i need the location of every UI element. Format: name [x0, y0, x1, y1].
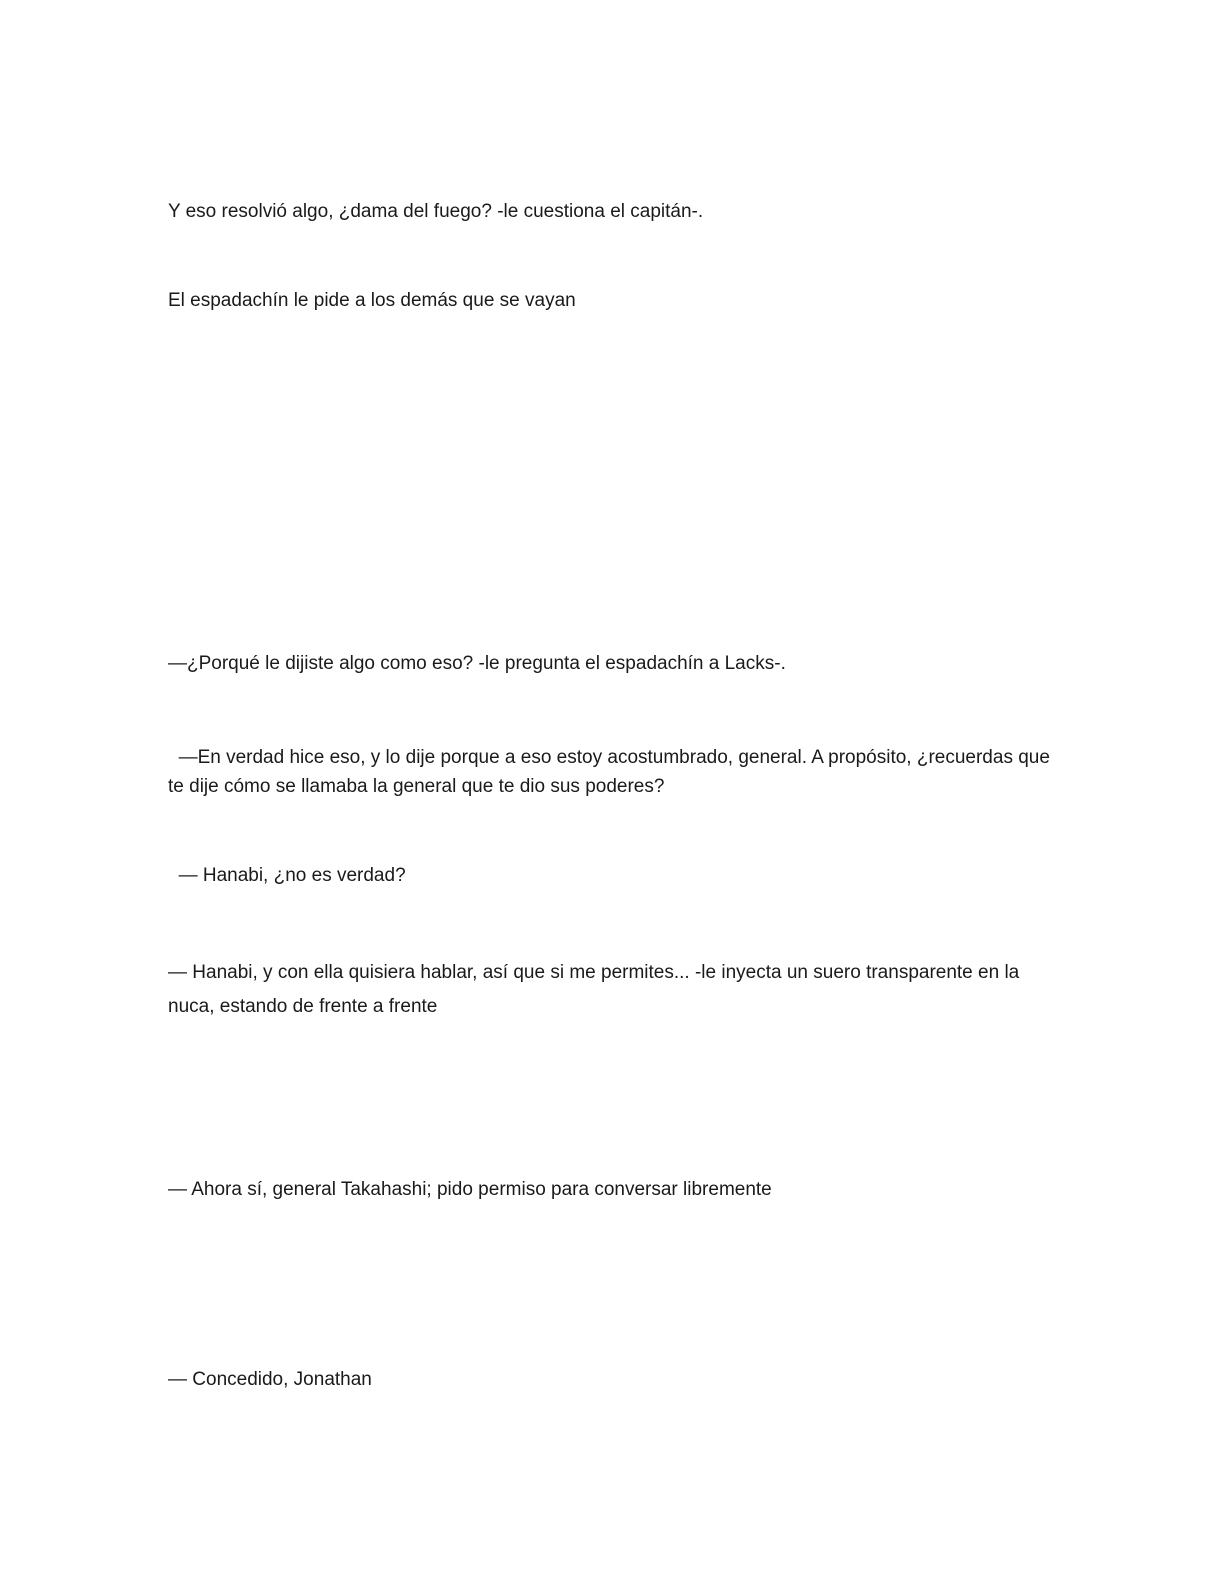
paragraph-3: —¿Porqué le dijiste algo como eso? -le pregunta el espadachín a Lacks-. [168, 653, 786, 674]
paragraph-2: El espadachín le pide a los demás que se vayan [168, 290, 576, 311]
paragraph-8: — Concedido, Jonathan [168, 1369, 372, 1390]
paragraph-6: — Hanabi, y con ella quisiera hablar, así que si me permites... -le inyecta un suero transparente en la nuca, estando de frente a frente [168, 962, 1020, 1017]
paragraph-5: — Hanabi, ¿no es verdad? [168, 865, 406, 886]
paragraph-4: —En verdad hice eso, y lo dije porque a eso estoy acostumbrado, general. A propósito, ¿recuerdas que te dije cómo se llamaba la general que te dio sus poderes? [168, 747, 1056, 797]
paragraph-1: Y eso resolvió algo, ¿dama del fuego? -le cuestiona el capitán-. [168, 201, 704, 222]
paragraph-7: — Ahora sí, general Takahashi; pido permiso para conversar libremente [168, 1179, 772, 1200]
